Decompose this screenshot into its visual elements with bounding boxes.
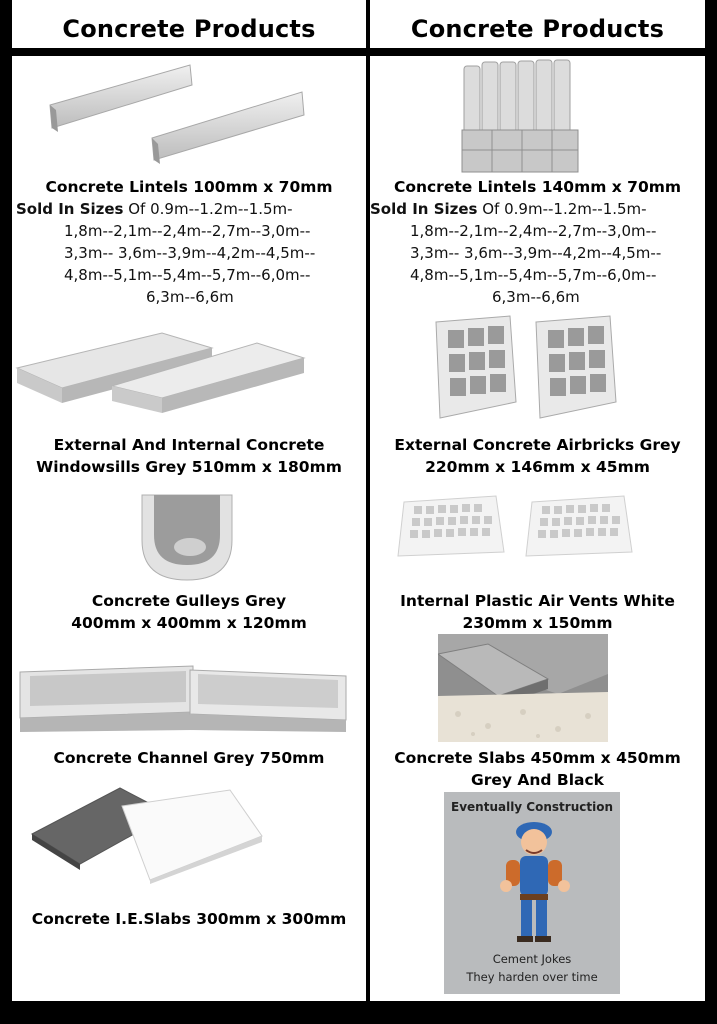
sizes-line: Of 0.9m--1.2m--1.5m- xyxy=(128,200,293,218)
gulley-image xyxy=(132,485,242,585)
lintels-140mm-image xyxy=(458,58,588,176)
left-column xyxy=(12,0,366,1001)
right-header-bar xyxy=(370,48,705,56)
airbricks-title-line2: 220mm x 146mm x 45mm xyxy=(425,458,650,476)
right-column xyxy=(370,0,705,1001)
sizes-line: 4,8m--5,1m--5,4m--5,7m--6,0m-- xyxy=(64,266,311,284)
left-header-bar xyxy=(12,48,366,56)
airbricks-image xyxy=(424,314,624,426)
gulleys-title-line2: 400mm x 400mm x 120mm xyxy=(71,614,307,632)
air-vents-image xyxy=(396,494,636,560)
airbricks-title-line1: External Concrete Airbricks Grey xyxy=(394,436,681,454)
sizes-line: 4,8m--5,1m--5,4m--5,7m--6,0m-- xyxy=(410,266,657,284)
right-header-title: Concrete Products xyxy=(370,10,705,48)
sizes-line: 1,8m--2,1m--2,4m--2,7m--3,0m-- xyxy=(410,222,657,240)
ie-slabs-title: Concrete I.E.Slabs 300mm x 300mm xyxy=(31,910,347,928)
windowsills-title-line1: External And Internal Concrete xyxy=(53,436,325,454)
joke-card-line1: Cement Jokes xyxy=(492,952,572,966)
windowsills-image xyxy=(12,318,312,418)
lintels-100mm-sizes xyxy=(16,198,366,308)
channel-image xyxy=(18,662,348,734)
lintels-140mm-title: Concrete Lintels 140mm x 70mm xyxy=(393,178,682,196)
sizes-label: Sold In Sizes xyxy=(16,200,124,218)
lintels-140mm-sizes xyxy=(370,198,705,308)
slabs-title-line2: Grey And Black xyxy=(471,771,604,789)
vents-title-line1: Internal Plastic Air Vents White xyxy=(400,592,675,610)
sizes-line: 6,3m--6,6m xyxy=(492,288,580,306)
windowsills-title-line2: Windowsills Grey 510mm x 180mm xyxy=(36,458,342,476)
slabs-title-line1: Concrete Slabs 450mm x 450mm xyxy=(394,749,681,767)
sizes-line: 6,3m--6,6m xyxy=(146,288,234,306)
joke-card-line2: They harden over time xyxy=(466,970,598,984)
lintels-100mm-image xyxy=(40,60,310,170)
concrete-slabs-image xyxy=(438,634,608,742)
sizes-line: 3,3m-- 3,6m--3,9m--4,2m--4,5m-- xyxy=(410,244,662,262)
joke-card-top-text: Eventually Construction xyxy=(451,800,613,814)
channel-title: Concrete Channel Grey 750mm xyxy=(53,749,325,767)
gulleys-title-line1: Concrete Gulleys Grey xyxy=(91,592,287,610)
sizes-line: Of 0.9m--1.2m--1.5m- xyxy=(482,200,647,218)
sizes-label: Sold In Sizes xyxy=(370,200,478,218)
joke-card xyxy=(444,792,620,994)
sizes-line: 1,8m--2,1m--2,4m--2,7m--3,0m-- xyxy=(64,222,311,240)
sizes-line: 3,3m-- 3,6m--3,9m--4,2m--4,5m-- xyxy=(64,244,316,262)
ie-slabs-image xyxy=(30,784,270,884)
worker-illustration xyxy=(494,820,574,946)
vents-title-line2: 230mm x 150mm xyxy=(462,614,613,632)
lintels-100mm-title: Concrete Lintels 100mm x 70mm xyxy=(45,178,333,196)
left-header-title: Concrete Products xyxy=(12,10,366,48)
